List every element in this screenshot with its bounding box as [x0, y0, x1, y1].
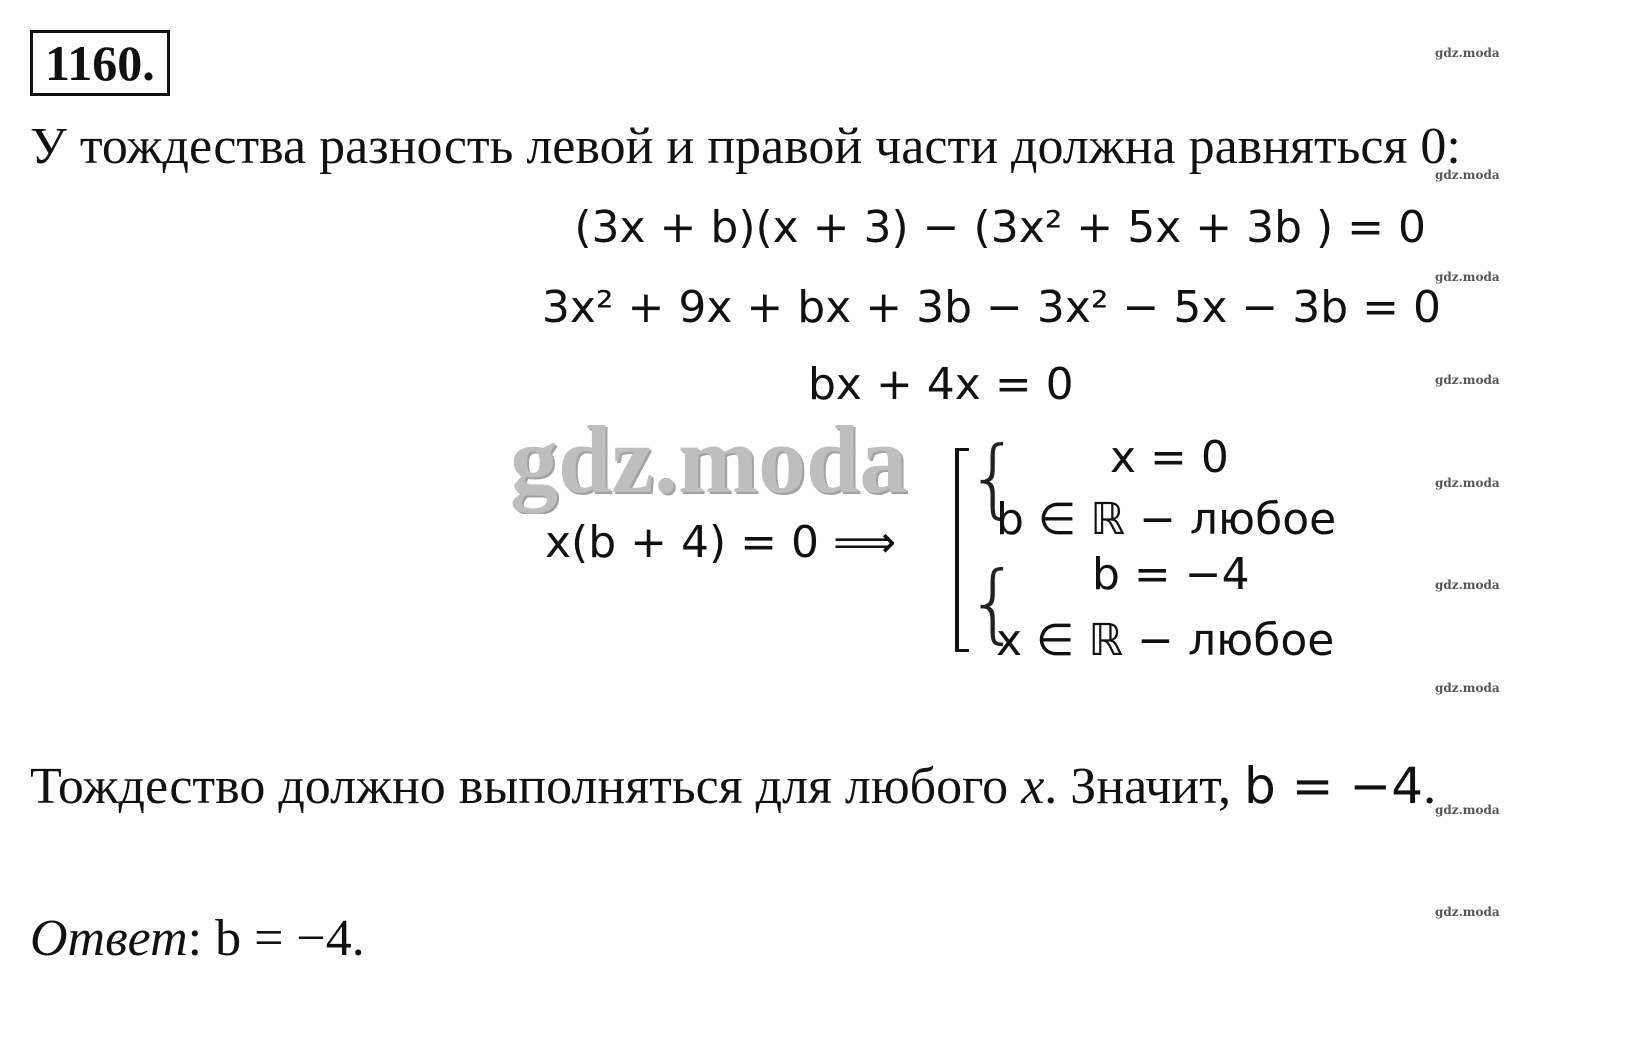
answer-label: Ответ [30, 910, 188, 967]
conclusion-suffix: . Значит, [1044, 758, 1244, 815]
watermark-logo: gdz.moda [510, 406, 908, 513]
problem-number: 1160. [30, 30, 170, 96]
system-case-2-line-2: x ∈ ℝ − любое [996, 615, 1335, 666]
conclusion-end: . [1423, 758, 1437, 815]
conclusion-var: x [1021, 758, 1045, 815]
system-case-1-line-1: x = 0 [1110, 432, 1229, 483]
system-brace-2: { [966, 553, 1021, 653]
watermark-small: gdz.moda [1435, 373, 1500, 387]
system-case-1-line-2: b ∈ ℝ − любое [996, 494, 1337, 545]
watermark-small: gdz.moda [1435, 168, 1500, 182]
watermark-small: gdz.moda [1435, 578, 1500, 592]
equation-2: 3x² + 9x + bx + 3b − 3x² − 5x − 3b = 0 [541, 282, 1441, 333]
watermark-small: gdz.moda [1435, 476, 1500, 490]
equation-1: (3x + b)(x + 3) − (3x² + 5x + 3b ) = 0 [574, 202, 1426, 253]
equation-4-implication: x(b + 4) = 0 ⟹ [545, 517, 897, 568]
conclusion-prefix: Тождество должно выполняться для любого [30, 758, 1022, 815]
equation-3: bx + 4x = 0 [808, 359, 1074, 410]
conclusion-text [30, 756, 1436, 818]
watermark-small: gdz.moda [1435, 803, 1500, 817]
intro-text: У тождества разность левой и правой части должна равняться 0: [30, 118, 1461, 175]
watermark-small: gdz.moda [1435, 681, 1500, 695]
conclusion-result: b = −4 [1243, 757, 1424, 815]
watermark-small: gdz.moda [1435, 270, 1500, 284]
watermark-small: gdz.moda [1435, 905, 1500, 919]
answer-value: : b = −4. [187, 910, 365, 967]
system-brace-1: { [966, 428, 1021, 528]
watermark-small: gdz.moda [1435, 46, 1500, 60]
answer [30, 908, 365, 970]
system-case-2-line-1: b = −4 [1092, 549, 1250, 600]
